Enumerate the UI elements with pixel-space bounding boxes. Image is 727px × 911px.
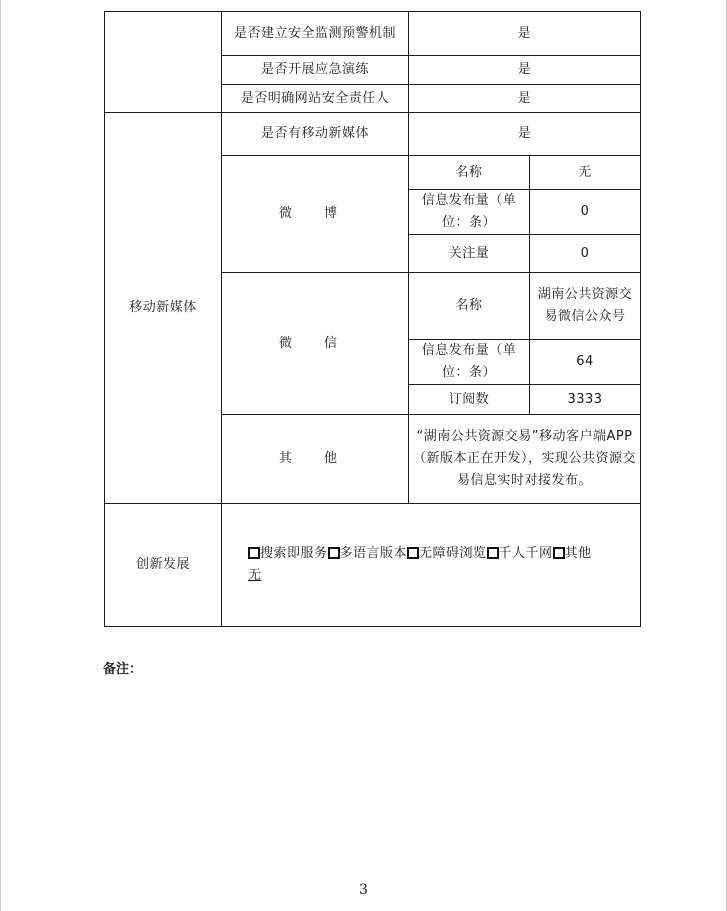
weibo-posts-label: 信息发布量（单位：条） <box>409 190 530 235</box>
checkbox-icon[interactable] <box>328 547 340 559</box>
weibo-name-label: 名称 <box>409 156 530 190</box>
mobile-section-label: 移动新媒体 <box>105 113 222 504</box>
has-mobile-label: 是否有移动新媒体 <box>222 113 409 156</box>
report-table <box>104 11 641 627</box>
monitoring-value: 是 <box>409 12 641 56</box>
weibo-label: 微 博 <box>222 156 409 273</box>
responsible-label: 是否明确网站安全责任人 <box>222 85 409 113</box>
wechat-posts-label: 信息发布量（单位：条） <box>409 340 530 385</box>
wechat-name-value: 湖南公共资源交易微信公众号 <box>530 273 641 340</box>
option-accessibility: 无障碍浏览 <box>419 546 487 561</box>
wechat-label: 微 信 <box>222 273 409 415</box>
weibo-posts-value: 0 <box>530 190 641 235</box>
innovation-options <box>222 504 641 627</box>
option-search-service: 搜索即服务 <box>260 546 328 561</box>
innovation-option-list <box>248 543 636 565</box>
responsible-value: 是 <box>409 85 641 113</box>
wechat-name-label: 名称 <box>409 273 530 340</box>
option-other: 其他 <box>564 546 592 561</box>
innovation-note: 无 <box>248 568 262 583</box>
weibo-followers-label: 关注量 <box>409 235 530 273</box>
checkbox-icon[interactable] <box>553 547 565 559</box>
weibo-name-value: 无 <box>530 156 641 190</box>
weibo-followers-value: 0 <box>530 235 641 273</box>
page-number: 3 <box>359 882 368 898</box>
remark-label: 备注： <box>103 662 143 677</box>
wechat-subscribers-label: 订阅数 <box>409 385 530 415</box>
option-multilingual: 多语言版本 <box>339 546 408 561</box>
option-personalized: 千人千网 <box>498 546 553 561</box>
has-mobile-value: 是 <box>409 113 641 156</box>
checkbox-icon[interactable] <box>248 547 260 559</box>
monitoring-label: 是否建立安全监测预警机制 <box>222 12 409 56</box>
page-edge <box>0 0 1 911</box>
innovation-label: 创新发展 <box>105 504 222 627</box>
drill-value: 是 <box>409 56 641 85</box>
other-value: “湖南公共资源交易”移动客户端APP（新版本正在开发），实现公共资源交易信息实时对接发布。 <box>409 415 641 504</box>
checkbox-icon[interactable] <box>407 547 419 559</box>
checkbox-icon[interactable] <box>487 547 499 559</box>
wechat-subscribers-value: 3333 <box>530 385 641 415</box>
other-label: 其 他 <box>222 415 409 504</box>
drill-label: 是否开展应急演练 <box>222 56 409 85</box>
wechat-posts-value: 64 <box>530 340 641 385</box>
security-section-cell <box>105 12 222 113</box>
